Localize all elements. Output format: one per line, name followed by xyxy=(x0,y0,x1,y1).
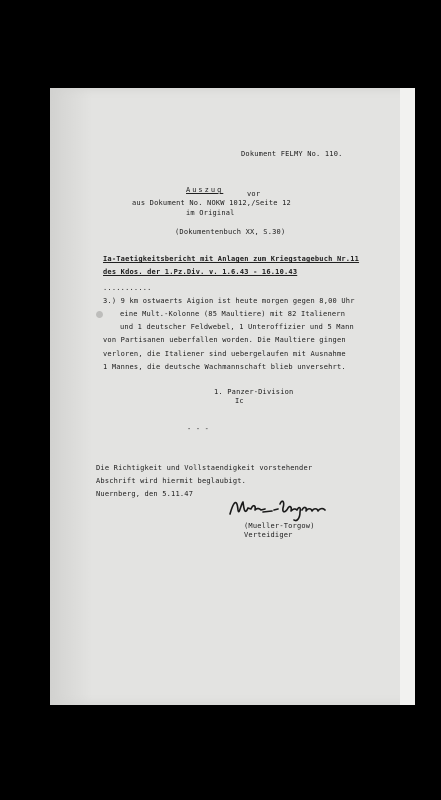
book-reference: (Dokumentenbuch XX, S.30) xyxy=(175,228,286,236)
paragraph-line: 3.) 9 km ostwaerts Aigion ist heute morgen gegen 8,00 Uhr xyxy=(103,297,355,305)
page-right-edge xyxy=(400,88,415,705)
paragraph-line: und 1 deutscher Feldwebel, 1 Unteroffizier und 5 Mann xyxy=(120,323,354,331)
document-number: Dokument FELMY No. 110. xyxy=(241,150,343,158)
paragraph-line: eine Mult.-Kolonne (85 Maultiere) mit 82 Italienern xyxy=(120,310,346,318)
handwritten-signature xyxy=(228,496,330,524)
report-title-line1: Ia-Taetigkeitsbericht mit Anlagen zum Kriegstagebuch Nr.11 xyxy=(103,255,360,263)
original-note: im Original xyxy=(186,209,235,217)
dots-separator: ........... xyxy=(103,284,152,292)
signer-role: Verteidiger xyxy=(244,531,293,539)
unit-subline: Ic xyxy=(235,397,244,405)
page-shadow xyxy=(50,88,92,705)
heading-sup: vor xyxy=(247,190,261,198)
paragraph-line: verloren, die Italiener sind uebergelaufen mit Ausnahme xyxy=(103,350,346,358)
paragraph-line: 1 Mannes, die deutsche Wachmannschaft blieb unversehrt. xyxy=(103,363,346,371)
certification-line: Die Richtigkeit und Vollstaendigkeit vorstehender xyxy=(96,464,313,472)
source-line: aus Dokument No. NOKW 1012,/Seite 12 xyxy=(132,199,291,207)
unit-line: 1. Panzer-Division xyxy=(214,388,294,396)
heading: Auszug xyxy=(186,186,224,194)
certification-line: Nuernberg, den 5.11.47 xyxy=(96,490,194,498)
paragraph-line: von Partisanen ueberfallen worden. Die Maultiere gingen xyxy=(103,336,346,344)
punch-hole xyxy=(96,311,103,318)
report-title-line2: des Kdos. der 1.Pz.Div. v. 1.6.43 - 16.10.43 xyxy=(103,268,298,276)
document-page xyxy=(50,88,415,705)
separator: - - - xyxy=(187,425,210,433)
certification-line: Abschrift wird hiermit beglaubigt. xyxy=(96,477,247,485)
signer-name: (Mueller-Torgow) xyxy=(244,522,315,530)
